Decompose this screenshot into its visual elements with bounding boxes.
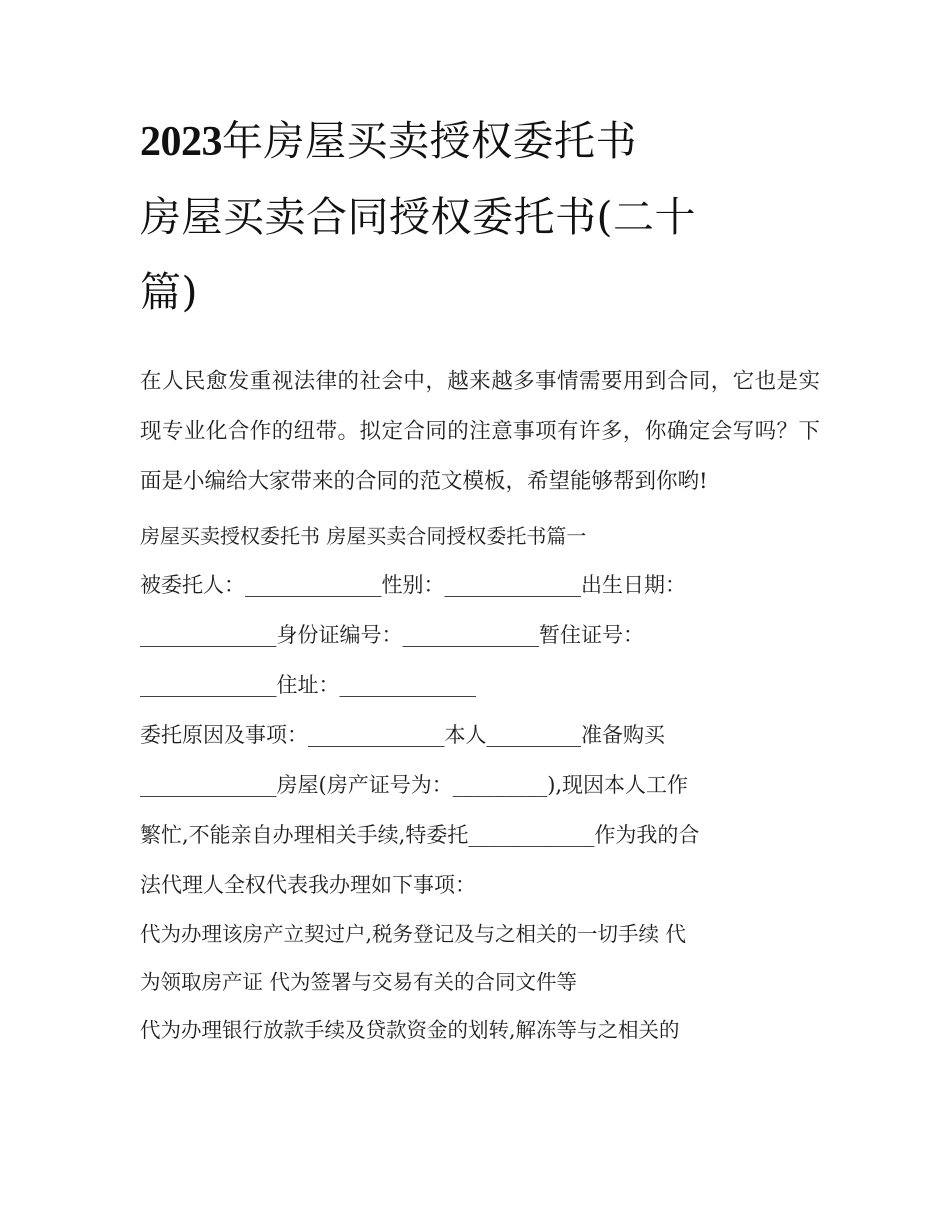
form-line-entrust: 繁忙,不能亲自办理相关手续,特委托____________作为我的合 [140,823,700,847]
body-line-bank-loan: 代为办理银行放款手续及贷款资金的划转,解冻等与之相关的 [140,1018,680,1042]
form-line-property-certificate: _____________房屋(房产证号为：_________),现因本人工作 [140,773,689,797]
title-year: 2023 [140,119,222,165]
body-line-transfer-duties: 代为办理该房产立契过户,税务登记及与之相关的一切手续 代 [140,922,687,946]
title-line-3: 篇) [140,268,198,316]
form-line-address: _____________住址：_____________ [140,673,476,697]
document-content [140,0,820,1054]
form-line-id-number: _____________身份证编号：_____________暂住证号： [140,623,644,647]
section-heading: 房屋买卖授权委托书 房屋买卖合同授权委托书篇一 [140,524,587,548]
title-line-2: 房屋买卖合同授权委托书(二十 [140,193,696,241]
body-line-collect-certificate: 为领取房产证 代为签署与交易有关的合同文件等 [140,970,578,994]
intro-paragraph: 在人民愈发重视法律的社会中，越来越多事情需要用到合同，它也是实现专业化合作的纽带。拟定合同的注意事项有许多，你确定会写吗？下面是小编给大家带来的合同的范文模板，希望能够帮到你哟! [140,369,820,494]
form-line-reason: 委托原因及事项：_____________本人_________准备购买 [140,723,665,747]
form-line-delegate-name: 被委托人：_____________性别：_____________出生日期： [140,573,686,597]
title-line-1-text: 年房屋买卖授权委托书 [222,117,637,165]
title-line-1 [140,117,637,165]
page-title [140,0,820,330]
form-line-agent-matters: 法代理人全权代表我办理如下事项： [140,873,476,897]
